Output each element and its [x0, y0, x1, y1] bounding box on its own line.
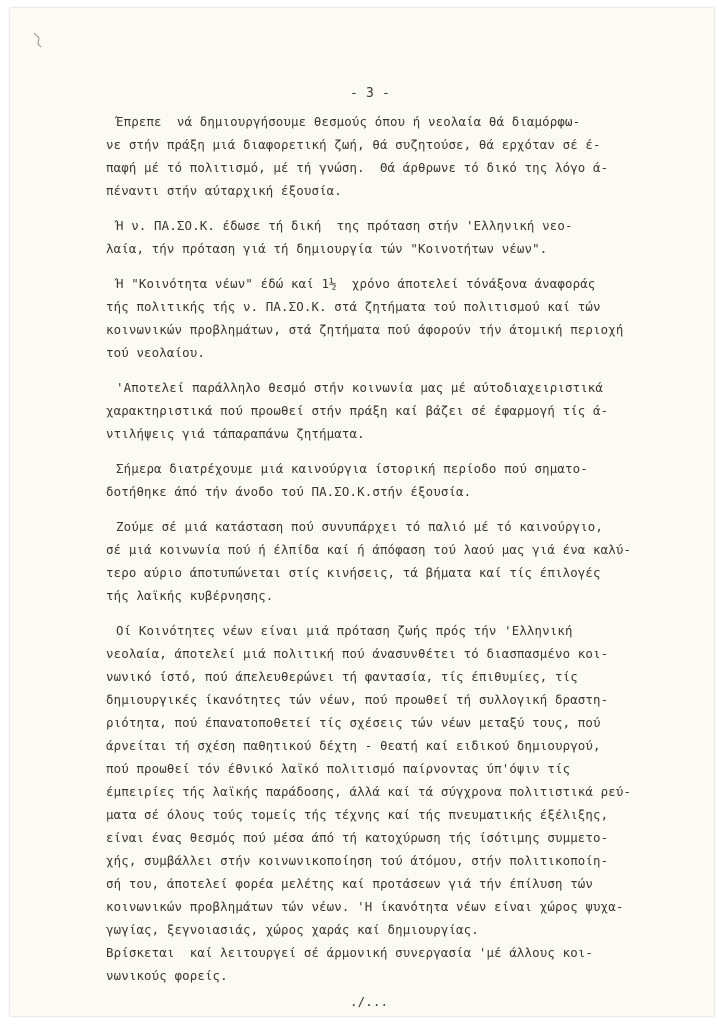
text-line: τής πολιτικής τής ν. ΠΑ.ΣΟ.Κ. στά ζητήματα τού πολιτισμού καί τών	[106, 299, 601, 314]
text-line: σή του, άποτελεί φορέα μελέτης καί προτάσεων γιά τήν έπίλυση τών	[106, 876, 594, 891]
text-line: Οί Κοινότητες νέων είναι μιά πρόταση ζωής πρός τήν 'Ελληνική	[116, 623, 573, 638]
text-line: Ζούμε σέ μιά κατάσταση πού συνυπάρχει τό παλιό μέ τό καινούργιο,	[116, 519, 604, 534]
text-line: είναι ένας θεσμός πού μέσα άπό τή κατοχύρωση τής ίσότιμης συμμετο-	[106, 830, 609, 845]
text-line: έμπειρίες τής λαϊκής παράδοσης, άλλά καί τά σύγχρονα πολιτιστικά ρεύ-	[106, 784, 632, 799]
text-line: νωνικό ίστό, πού άπελευθερώνει τή φαντασία, τίς έπιθυμίες, τίς	[106, 669, 578, 684]
text-line: ματα σέ όλους τούς τομείς τής τέχνης καί τής πνευματικής έξέλιξης,	[106, 807, 609, 822]
typed-document	[10, 8, 714, 1016]
text-line: κοινωνικών προβλημάτων τών νέων. 'Η ίκανότητα νέων είναι χώρος ψυχα-	[106, 899, 624, 914]
text-line: δοτήθηκε άπό τήν άνοδο τού ΠΑ.ΣΟ.Κ.στήν έξουσία.	[106, 484, 472, 499]
text-line: ριότητα, πού έπανατοποθετεί τίς σχέσεις τών νέων μεταξύ τους, πού	[106, 715, 601, 730]
continuation-mark: ./...	[350, 994, 389, 1009]
text-line: τής λαϊκής κυβέρνησης.	[106, 588, 274, 603]
text-line: τερο αύριο άποτυπώνεται στίς κινήσεις, τά βήματα καί τίς έπιλογές	[106, 565, 601, 580]
text-line: δημιουργικές ίκανότητες τών νέων, πού προωθεί τή συλλογική δραστη-	[106, 692, 609, 707]
text-line: νεολαία, άποτελεί μιά πολιτική πού άνασυνθέτει τό διασπασμένο κοι-	[106, 646, 609, 661]
text-line: λαία, τήν πρόταση γιά τή δημιουργία τών "Κοινοτήτων νέων".	[106, 241, 548, 256]
page-number: - 3 -	[350, 86, 390, 101]
text-line: παφή μέ τό πολιτισμό, μέ τή γνώση. Θά άρθρωνε τό δικό της λόγο ά-	[106, 160, 609, 175]
text-line: γωγίας, ξεγνοιασιάς, χώρος χαράς καί δημιουργίας.	[106, 922, 479, 937]
text-line: νωνικούς φορείς.	[106, 968, 228, 983]
text-line: σέ μιά κοινωνία πού ή έλπίδα καί ή άπόφαση τού λαού μας γιά ένα καλύ-	[106, 542, 632, 557]
text-line: άρνείται τή σχέση παθητικού δέχτη - θεατή καί ειδικού δημιουργού,	[106, 738, 601, 753]
text-line: Ή ν. ΠΑ.ΣΟ.Κ. έδωσε τή δική της πρόταση στήν 'Ελληνική νεο-	[116, 218, 573, 233]
document-page	[10, 8, 714, 1016]
text-line: πέναντι στήν αύταρχική έξουσία.	[106, 183, 342, 198]
text-line: νε στήν πράξη μιά διαφορετική ζωή, θά συζητούσε, θά ερχόταν σέ έ-	[106, 137, 601, 152]
text-line: χής, συμβάλλει στήν κοινωνικοποίηση τού άτόμου, στήν πολιτικοποίη-	[106, 853, 609, 868]
text-line: Βρίσκεται καί λειτουργεί σέ άρμονική συνεργασία 'μέ άλλους κοι-	[106, 945, 594, 960]
text-line: ντιλήψεις γιά τάπαραπάνω ζητήματα.	[106, 426, 365, 441]
text-line: Ή "Κοινότητα νέων" έδώ καί 1½ χρόνο άποτελεί τόνάξονα άναφοράς	[116, 276, 596, 291]
text-line: κοινωνικών προβλημάτων, στά ζητήματα πού άφορούν τήν άτομική περιοχή	[106, 322, 624, 337]
text-line: Σήμερα διατρέχουμε μιά καινούργια ίστορική περίοδο πού σηματο-	[116, 461, 588, 476]
text-line: 'Αποτελεί παράλληλο θεσμό στήν κοινωνία μας μέ αύτοδιαχειριστικά	[116, 380, 604, 395]
text-line: Έπρεπε νά δημιουργήσουμε θεσμούς όπου ή νεολαία θά διαμόρφω-	[116, 114, 581, 129]
text-line: χαρακτηριστικά πού προωθεί στήν πράξη καί βάζει σέ έφαρμογή τίς ά-	[106, 403, 609, 418]
text-line: τού νεολαίου.	[106, 345, 205, 360]
text-line: πού προωθεί τόν έθνικό λαϊκό πολιτισμό παίρνοντας ύπ'όψιν τίς	[106, 761, 571, 776]
